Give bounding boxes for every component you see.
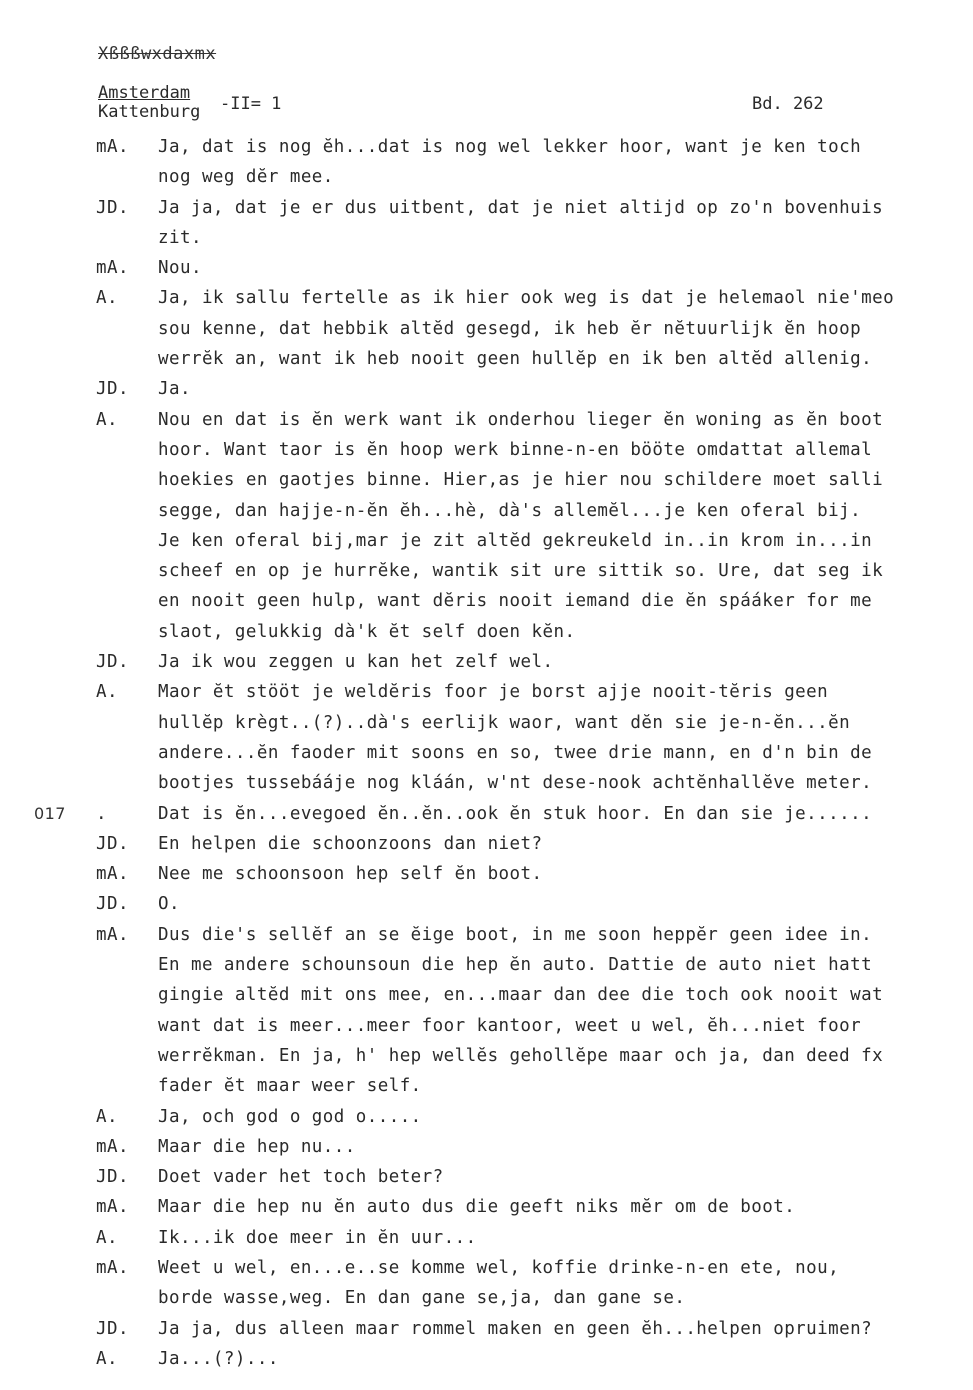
speaker-label: JD. [96,652,129,673]
utterance-text: slaot, gelukkig dà'k ĕt self doen kĕn. [158,621,576,642]
utterance-text: Ja, och god o god o..... [158,1106,422,1127]
utterance-text: borde wasse,weg. En dan gane se,ja, dan gane se. [158,1288,686,1309]
utterance-text: Nee me schoonsoon hep self ĕn boot. [158,864,543,885]
speaker-label: A. [96,1348,118,1369]
place-line-1: Amsterdam [98,83,191,103]
utterance-text: Maor ĕt stööt je weldĕris foor je borst ajje nooit-tĕris geen [158,682,829,703]
transcript-line [0,647,973,677]
transcript-line [0,889,973,919]
utterance-text: nog weg dĕr mee. [158,167,334,188]
transcript-line [0,859,973,889]
speaker-label: JD. [96,379,129,400]
utterance-text: hullĕp krègt..(?)..dà's eerlijk waor, want dĕn sie je-n-ĕn...ĕn [158,712,851,733]
utterance-text: zit. [158,227,202,248]
utterance-text: hoekies en gaotjes binne. Hier,as je hier nou schildere moet salli [158,470,884,491]
utterance-text: hoor. Want taor is ĕn hoop werk binne-n-en bööte omdattat allemal [158,439,873,460]
utterance-text: Ja ja, dus alleen maar rommel maken en geen ĕh...helpen opruimen? [158,1318,873,1339]
place-label [98,84,200,122]
utterance-text: Dat is ĕn...evegoed ĕn..ĕn..ook ĕn stuk hoor. En dan sie je...... [158,803,873,824]
transcript-line [0,950,973,980]
speaker-label: JD. [96,197,129,218]
utterance-text: Ja ik wou zeggen u kan het zelf wel. [158,652,554,673]
transcript-lines [0,132,973,1374]
utterance-text: werrĕk an, want ik heb nooit geen hullĕp en ik ben altĕd allenig. [158,349,873,370]
transcript-line [0,344,973,374]
place-line-2: Kattenburg [98,102,201,122]
utterance-text: Nou en dat is ĕn werk want ik onderhou lieger ĕn woning as ĕn boot [158,409,884,430]
utterance-text: Ik...ik doe meer in ĕn uur... [158,1227,477,1248]
speaker-label: A. [96,409,118,430]
struck-heading: Xßßßwxdaxmx [98,44,217,64]
transcript-line [0,1344,973,1374]
transcript-line [0,405,973,435]
utterance-text: Ja...(?)... [158,1348,279,1369]
utterance-text: Je ken oferal bij,mar je zit altĕd gekreukeld in..in krom in...in [158,530,873,551]
utterance-text: En me andere schounsoun die hep ĕn auto. Dattie de auto niet hatt [158,955,873,976]
transcript-line [0,1071,973,1101]
band-number: Bd. 262 [752,94,824,114]
speaker-label: A. [96,1227,118,1248]
transcript-line [0,162,973,192]
speaker-label: mA. [96,1136,129,1157]
transcript-line [0,617,973,647]
utterance-text: Ja. [158,379,191,400]
speaker-label: mA. [96,1257,129,1278]
transcript-line [0,1314,973,1344]
transcript-line [0,435,973,465]
utterance-text: en nooit geen hulp, want dĕris nooit iemand die ĕn spááker for me [158,591,873,612]
transcript-line [0,1132,973,1162]
transcript-line [0,526,973,556]
speaker-label: mA. [96,1197,129,1218]
speaker-label: . [96,803,107,824]
section-code: -II= 1 [220,94,282,114]
utterance-text: O. [158,894,180,915]
speaker-label: mA. [96,137,129,157]
transcript-line [0,677,973,707]
utterance-text: andere...ĕn faoder mit soons en so, twee drie mann, en d'n bin de [158,742,873,763]
transcript-line [0,556,973,586]
utterance-text: bootjes tussebááje nog kláán, w'nt dese-nook achtĕnhallĕve meter. [158,773,873,794]
speaker-label: mA. [96,924,129,945]
transcript-line [0,314,973,344]
speaker-label: A. [96,682,118,703]
speaker-label: JD. [96,1318,129,1339]
transcript-line [0,283,973,313]
speaker-label: mA. [96,864,129,885]
transcript-line [0,374,973,404]
utterance-text: Maar die hep nu... [158,1136,356,1157]
transcript-line [0,920,973,950]
speaker-label: mA. [96,258,129,279]
utterance-text: scheef en op je hurrĕke, wantik sit ure sittik so. Ure, dat seg ik [158,561,884,582]
transcript-line [0,253,973,283]
utterance-text: En helpen die schoonzoons dan niet? [158,833,543,854]
utterance-text: fader ĕt maar weer self. [158,1076,422,1097]
speaker-label: A. [96,288,118,309]
utterance-text: Ja, dat is nog ĕh...dat is nog wel lekker hoor, want je ken toch [158,137,862,157]
transcript-line [0,1283,973,1313]
transcript-line [0,223,973,253]
transcript-line [0,799,973,829]
transcript-line [0,465,973,495]
transcript-line [0,1192,973,1222]
utterance-text: Doet vader het toch beter? [158,1167,444,1188]
speaker-label: A. [96,1106,118,1127]
transcript-line [0,586,973,616]
transcript-line [0,708,973,738]
transcript-line [0,1102,973,1132]
utterance-text: werrĕkman. En ja, h' hep wellĕs gehollĕpe maar och ja, dan deed fx [158,1045,884,1066]
utterance-text: Ja, ik sallu fertelle as ik hier ook weg is dat je helemaol nie'meo [158,288,895,309]
transcript-line [0,738,973,768]
transcript-line [0,132,973,162]
transcript-line [0,1162,973,1192]
utterance-text: Weet u wel, en...e..se komme wel, koffie drinke-n-en ete, nou, [158,1257,840,1278]
utterance-text: Dus die's sellĕf an se ĕige boot, in me soon heppĕr geen idee in. [158,924,873,945]
transcript-line [0,1041,973,1071]
utterance-text: Maar die hep nu ĕn auto dus die geeft niks mĕr om de boot. [158,1197,796,1218]
transcript-line [0,1253,973,1283]
transcript-line [0,1223,973,1253]
utterance-text: sou kenne, dat hebbik altĕd gesegd, ik heb ĕr nĕtuurlijk ĕn hoop [158,318,862,339]
utterance-text: Nou. [158,258,202,279]
transcript-line [0,1011,973,1041]
transcript-line [0,193,973,223]
transcript-line [0,768,973,798]
utterance-text: want dat is meer...meer foor kantoor, weet u wel, ĕh...niet foor [158,1015,862,1036]
transcript-line [0,496,973,526]
margin-number: 017 [34,803,66,823]
utterance-text: segge, dan hajje-n-ĕn ĕh...hè, dà's allemĕl...je ken oferal bij. [158,500,862,521]
transcript-line [0,980,973,1010]
utterance-text: Ja ja, dat je er dus uitbent, dat je niet altijd op zo'n bovenhuis [158,197,884,218]
speaker-label: JD. [96,833,129,854]
utterance-text: gingie altĕd mit ons mee, en...maar dan dee die toch ook nooit wat [158,985,884,1006]
speaker-label: JD. [96,1167,129,1188]
transcript-line [0,829,973,859]
speaker-label: JD. [96,894,129,915]
